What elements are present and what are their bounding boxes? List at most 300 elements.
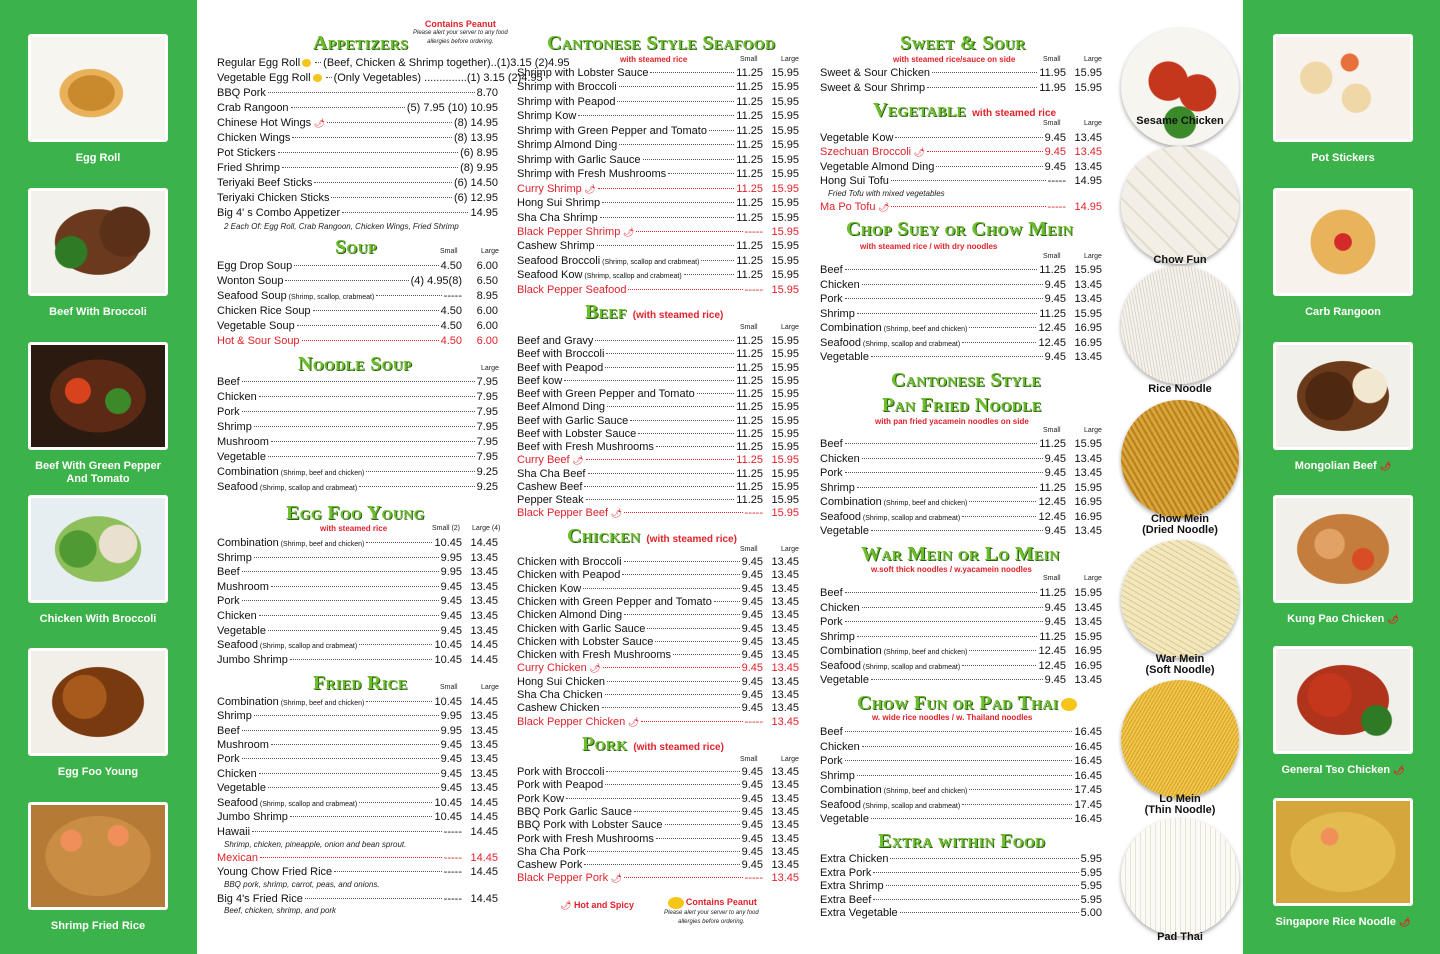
menu-item-row (517, 400, 799, 414)
leader-dots (962, 804, 1072, 805)
leader-dots (862, 284, 1043, 285)
price-small: 12.45 (1038, 645, 1066, 657)
price-large: 6.00 (476, 335, 498, 347)
small-header: Small (1043, 427, 1061, 434)
price-small: 9.95 (440, 551, 462, 564)
menu-item-row (217, 738, 498, 752)
leader-dots (630, 420, 734, 421)
menu-item-name: Sweet & Sour Shrimp (820, 81, 926, 94)
price: 9.25 (476, 481, 498, 493)
price-small: 9.45 (1044, 146, 1066, 158)
leader-dots (334, 871, 442, 872)
tofu-note: Fried Tofu with mixed vegetables (828, 189, 945, 198)
menu-item-row (820, 292, 1102, 306)
leader-dots (600, 217, 735, 218)
menu-item-name: Jumbo Shrimp (217, 811, 288, 823)
menu-item-row (820, 452, 1102, 466)
leader-dots (603, 667, 740, 668)
pork-title (582, 733, 724, 756)
leader-dots (359, 644, 432, 645)
large-header: Large (1084, 120, 1102, 127)
price-large: 15.95 (771, 348, 799, 361)
menu-item-row (217, 565, 498, 579)
menu-item-name: Seafood (Shrimp, scallop and crabmeat) (217, 481, 358, 493)
leader-dots (584, 864, 739, 865)
photo-card-singapore-noodle (1273, 798, 1413, 929)
menu-item-name: Extra Beef (820, 893, 872, 906)
menu-item-row (217, 752, 498, 766)
photo-caption (1287, 613, 1399, 626)
menu-item-row (820, 644, 1102, 658)
price-small: 9.45 (741, 662, 763, 675)
menu-item-row (820, 160, 1102, 174)
leader-dots (656, 446, 734, 447)
menu-item-row (217, 146, 498, 160)
mongolian-beef-photo (1273, 342, 1413, 450)
menu-item-name: Beef Almond Ding (517, 401, 606, 414)
peanut-icon (302, 59, 311, 67)
price-small: ----- (443, 893, 462, 905)
leader-dots (595, 340, 734, 341)
menu-item-name: Extra Chicken (820, 853, 889, 865)
price-large: 13.45 (771, 635, 799, 648)
leader-dots (845, 592, 1038, 593)
menu-item-name: Teriyaki Beef Sticks (217, 177, 313, 189)
leader-dots (607, 406, 734, 407)
menu-item-name: Extra Pork (820, 866, 872, 879)
menu-item-name: Chicken with Broccoli (517, 556, 622, 568)
price-small: 11.25 (1039, 264, 1066, 276)
menu-item-detail: (Shrimp, scallop and crabmeat) (257, 801, 358, 808)
price: 9.25 (476, 466, 498, 478)
price-large: 15.95 (1074, 307, 1102, 320)
menu-item-name: Szechuan Broccoli 🌶 (820, 146, 926, 158)
circle-caption: Chow Mein (Dried Noodle) (1142, 513, 1218, 536)
section-subtitle: (with steamed rice) (646, 534, 737, 545)
price-small: 11.25 (736, 467, 763, 480)
large-header: Large (481, 365, 499, 372)
pan-fried-title-1 (891, 369, 1041, 392)
leader-dots (714, 601, 740, 602)
leader-dots (271, 744, 439, 745)
price-small: 11.25 (736, 168, 763, 181)
menu-item-name: Shrimp (820, 481, 855, 494)
menu-item-row (217, 709, 498, 723)
leader-dots (342, 212, 468, 213)
price-small: ----- (443, 852, 462, 864)
leader-dots (291, 107, 405, 108)
menu-item-row (820, 879, 1102, 893)
menu-item-name: BBQ Pork (217, 87, 266, 99)
menu-item-name: Black Pepper Seafood (517, 283, 627, 296)
price-small: 11.25 (736, 441, 763, 453)
menu-item-row (820, 495, 1102, 509)
price: (8) 13.95 (453, 132, 498, 144)
price-small: 11.25 (736, 254, 763, 267)
price-small: 9.45 (741, 779, 763, 792)
menu-item-row (517, 361, 799, 375)
menu-item-name: Young Chow Fried Rice (217, 866, 333, 878)
menu-item-name: Hong Sui Tofu (820, 175, 889, 187)
price-large: 16.95 (1074, 645, 1102, 657)
menu-item-name: Cashew Pork (517, 859, 583, 872)
leader-dots (619, 86, 735, 87)
war-mein-title (861, 543, 1060, 566)
leader-dots (709, 130, 734, 131)
photo-card-shrimp-fried-rice (28, 802, 168, 933)
large-header: Large (481, 684, 499, 691)
price-large: 14.45 (470, 811, 498, 823)
menu-item-name: Shrimp (217, 421, 252, 433)
menu-item-row (820, 174, 1102, 188)
leader-dots (969, 650, 1036, 651)
price-small: 10.45 (434, 639, 462, 652)
menu-item-row (217, 101, 498, 115)
price-small: 11.25 (1039, 438, 1066, 450)
price-large: 14.45 (470, 893, 498, 905)
menu-item-row (217, 480, 498, 494)
menu-item-row (820, 66, 1102, 80)
photo-card-chicken-broccoli (28, 495, 168, 626)
price-large: 15.95 (771, 110, 799, 123)
price-small: 11.25 (736, 81, 763, 94)
leader-dots (656, 838, 740, 839)
leader-dots (684, 274, 735, 275)
menu-item-name: Vegetable (217, 624, 266, 637)
price: 5.95 (1080, 853, 1102, 865)
price-small: 11.95 (1039, 67, 1066, 79)
menu-item-row (820, 307, 1102, 321)
photo-caption: Pot Stickers (1311, 152, 1375, 164)
chop-suey-subtitle: with steamed rice / with dry noodles (860, 242, 998, 251)
price-small: 4.50 (440, 305, 462, 317)
menu-item-row (217, 435, 498, 449)
chow-fun-title (857, 692, 1079, 715)
leader-dots (588, 473, 735, 474)
price-large: 15.95 (771, 240, 799, 253)
leader-dots (845, 731, 1073, 732)
price-large: 13.45 (1074, 616, 1102, 628)
menu-item-row (517, 715, 799, 729)
menu-item-row (217, 796, 498, 810)
menu-item-name: Seafood (Shrimp, scallop and crabmeat) (820, 336, 961, 349)
menu-item-row (820, 336, 1102, 350)
leader-dots (359, 486, 474, 487)
price-large: 15.95 (771, 414, 799, 427)
price-large: 16.95 (1074, 496, 1102, 508)
price-large: 13.45 (1074, 674, 1102, 686)
price-small: 9.45 (1044, 525, 1066, 537)
leader-dots (254, 715, 439, 716)
menu-item-name: Pork Kow (517, 792, 565, 805)
price-large: 13.45 (470, 768, 498, 780)
menu-item-name: Beef with Fresh Mushrooms (517, 441, 654, 453)
price-small: ----- (744, 507, 763, 520)
price: 7.95 (476, 451, 498, 463)
chili-icon: 🌶 (586, 663, 601, 674)
price-small: 9.45 (741, 569, 763, 582)
leader-dots (242, 730, 439, 731)
menu-item-name: Shrimp with Green Pepper and Tomato (517, 124, 707, 137)
price-small: ----- (744, 225, 763, 238)
price-large: 13.45 (771, 715, 799, 728)
small-header: Small (740, 756, 758, 763)
chicken-broccoli-photo (28, 495, 168, 603)
leader-dots (242, 411, 475, 412)
price-large: 14.45 (470, 537, 498, 549)
chili-icon: 🌶 (625, 716, 640, 727)
menu-item-row (517, 792, 799, 806)
section-subtitle: (with steamed rice) (633, 742, 724, 753)
menu-item-row (517, 334, 799, 348)
menu-item-row (517, 211, 799, 225)
price-large: 13.45 (771, 609, 799, 622)
price-small: 10.45 (434, 797, 462, 809)
price-small: 9.45 (741, 689, 763, 701)
menu-item-row (517, 347, 799, 361)
leader-dots (857, 487, 1037, 488)
big4-note: Beef, chicken, shrimp, and pork (224, 906, 337, 915)
section-title-text: Sweet & Sour (900, 32, 1026, 54)
price-large: 15.95 (771, 361, 799, 374)
menu-item-name: Vegetable Soup (217, 320, 295, 332)
leader-dots (602, 202, 734, 203)
sweet-sour-title (900, 32, 1026, 55)
photo-card-egg-roll (28, 34, 168, 165)
price-large: 15.95 (771, 95, 799, 108)
small-header: Small (1043, 253, 1061, 260)
photo-caption: Chicken With Broccoli (39, 613, 157, 625)
section-title-text: Chicken (567, 525, 641, 547)
price-small: 12.45 (1038, 322, 1066, 334)
price-large: 14.45 (470, 653, 498, 666)
leader-dots (969, 501, 1036, 502)
menu-item-name: Combination (Shrimp, beef and chicken) (217, 537, 365, 549)
leader-dots (326, 77, 332, 78)
large-header: Large (1084, 56, 1102, 63)
menu-item-row (517, 182, 799, 196)
menu-item-row (517, 506, 799, 520)
menu-item-name: Vegetable (820, 525, 869, 537)
price-large: 13.45 (771, 819, 799, 832)
menu-item-row (517, 225, 799, 239)
menu-item-row (820, 278, 1102, 292)
price-small: 11.95 (1039, 81, 1066, 94)
menu-item-row (217, 653, 498, 667)
menu-item-detail: (Shrimp, beef and chicken) (881, 649, 968, 656)
leader-dots (862, 458, 1043, 459)
menu-item-name: Combination (Shrimp, beef and chicken) (820, 322, 968, 334)
leader-dots (624, 614, 739, 615)
menu-item-name: Cashew Chicken (517, 702, 600, 715)
price-large: 15.95 (771, 480, 799, 493)
price-small: ----- (744, 715, 763, 728)
price-large: 13.45 (771, 622, 799, 635)
egg-foo-young-photo (28, 648, 168, 756)
price-large: 16.95 (1074, 336, 1102, 349)
war-mein-subtitle: w.soft thick noodles / w.yacamein noodles (871, 565, 1032, 574)
price-small: 9.45 (741, 832, 763, 845)
chili-icon: 🌶 (608, 508, 623, 519)
menu-item-name: Teriyaki Chicken Sticks (217, 192, 330, 204)
photo-card-egg-foo-young (28, 648, 168, 779)
menu-item-name: Big 4' s Combo Appetizer (217, 207, 341, 219)
price-large: 13.45 (1074, 525, 1102, 537)
price-small: ----- (443, 866, 462, 878)
menu-item-name: Chicken Rice Soup (217, 305, 311, 317)
menu-item-name: Hong Sui Chicken (517, 675, 606, 688)
menu-item-row (820, 510, 1102, 524)
price-large: 16.95 (1074, 659, 1102, 672)
leader-dots (900, 912, 1079, 913)
price-large: 15.95 (1074, 438, 1102, 450)
menu-item-detail: (Shrimp, scallop and crabmeat) (860, 514, 961, 522)
leader-dots (583, 588, 739, 589)
leader-dots (254, 426, 475, 427)
leader-dots (636, 231, 742, 232)
price-small: 9.45 (1044, 601, 1066, 614)
peanut-notice-title: Contains Peanut (424, 19, 496, 29)
leader-dots (845, 443, 1038, 444)
section-subtitle: (with steamed rice) (632, 310, 724, 321)
leader-dots (285, 280, 408, 281)
beef-pepper-photo (28, 342, 168, 450)
menu-item-name: Vegetable (820, 813, 869, 825)
price-small: 11.25 (1039, 481, 1066, 494)
price-large: 15.95 (771, 427, 799, 440)
price-small: 9.45 (741, 556, 763, 568)
menu-item-name: Egg Drop Soup (217, 260, 293, 272)
menu-item-row (217, 131, 498, 145)
menu-item-row (820, 481, 1102, 495)
price-small: 11.25 (736, 197, 763, 210)
menu-item-name: Combination (Shrimp, beef and chicken) (820, 645, 968, 657)
large-header: Large (781, 546, 799, 553)
price-large: 13.45 (1074, 278, 1102, 291)
menu-item-row (517, 568, 799, 582)
photo-caption (1281, 764, 1404, 777)
menu-item-name: Seafood (Shrimp, scallop and crabmeat) (820, 798, 961, 811)
leader-dots (327, 122, 452, 123)
leader-dots (962, 516, 1036, 517)
price-small: 11.25 (1039, 307, 1066, 320)
leader-dots (359, 802, 432, 803)
leader-dots (969, 327, 1036, 328)
menu-item-row (820, 630, 1102, 644)
menu-item-row (820, 769, 1102, 783)
price: 7.95 (476, 391, 498, 403)
price-small: 9.45 (1044, 452, 1066, 465)
menu-item-row (517, 701, 799, 715)
large-header: Large (1084, 427, 1102, 434)
menu-item-name: Vegetable (820, 674, 869, 686)
price-small: 9.45 (741, 819, 763, 832)
menu-item-row (217, 71, 543, 85)
chow-fun-subtitle: w. wide rice noodles / w. Thailand noodles (872, 713, 1033, 722)
price: 5.95 (1080, 866, 1102, 879)
fried-rice-title (313, 672, 408, 695)
leader-dots (862, 746, 1073, 747)
price-large: 15.95 (1074, 264, 1102, 276)
menu-item-detail: (Shrimp, beef and chicken) (278, 470, 365, 477)
menu-item-row (217, 259, 498, 273)
leader-dots (891, 206, 1045, 207)
photo-caption: Egg Foo Young (57, 766, 139, 778)
menu-item-row (217, 594, 498, 608)
leader-dots (366, 542, 432, 543)
menu-item-row (217, 334, 498, 348)
menu-item-name: BBQ Pork with Lobster Sauce (517, 819, 663, 832)
price-small: 9.45 (741, 805, 763, 818)
peanut-icon (1061, 698, 1077, 711)
crab-rangoon-photo (1273, 188, 1413, 296)
menu-item-row (217, 624, 498, 638)
price-large: 15.95 (771, 225, 799, 238)
leader-dots (607, 681, 740, 682)
leader-dots (294, 265, 438, 266)
price-small: 9.45 (440, 580, 462, 593)
leader-dots (586, 499, 735, 500)
leader-dots (845, 621, 1043, 622)
menu-item-row (217, 825, 498, 839)
section-title-text: Beef (585, 301, 627, 323)
price-large: 13.45 (771, 702, 799, 715)
menu-item-row (217, 695, 498, 709)
price: (Beef, Chicken & Shrimp together)..(1)3.15 (2)4.95 (323, 57, 570, 69)
leader-dots (871, 679, 1043, 680)
menu-item-row (820, 145, 1102, 159)
leader-dots (578, 115, 734, 116)
menu-item-name: Cashew Shrimp (517, 240, 595, 253)
price-large: 15.95 (771, 401, 799, 414)
caption-text: Kung Pao Chicken (1287, 613, 1385, 625)
menu-item-row (517, 387, 799, 401)
price-large: 14.45 (470, 797, 498, 809)
menu-item-name: Chicken (820, 452, 860, 465)
menu-item-detail: (Shrimp, scallop and crabmeat) (257, 485, 358, 492)
price-small: 9.45 (741, 622, 763, 635)
price-large: 15.95 (771, 153, 799, 166)
price: 7.95 (476, 421, 498, 433)
photo-card-general-tso (1273, 646, 1413, 777)
leader-dots (597, 245, 735, 246)
menu-item-detail: (Shrimp, beef and chicken) (881, 326, 968, 333)
menu-item-name: Chicken (217, 768, 257, 780)
menu-item-row (217, 536, 498, 550)
hot-spicy-legend (560, 900, 634, 911)
menu-item-name: Shrimp with Fresh Mushrooms (517, 168, 667, 181)
menu-item-name: Chicken Kow (517, 582, 582, 595)
menu-item-name: Beef with Garlic Sauce (517, 414, 629, 427)
beef-title (585, 301, 723, 324)
menu-item-name: Chinese Hot Wings 🌶 (217, 117, 326, 129)
menu-item-name: Pork (820, 616, 843, 628)
price-small: 9.45 (741, 635, 763, 648)
menu-item-name: Sha Cha Chicken (517, 689, 603, 701)
menu-item-name: Hawaii (217, 826, 251, 838)
leader-dots (242, 600, 439, 601)
menu-item-row (517, 845, 799, 859)
chili-icon: 🌶 (911, 147, 926, 157)
menu-item-name: Chicken Almond Ding (517, 609, 623, 622)
price-large: 15.95 (771, 454, 799, 467)
leader-dots (606, 353, 734, 354)
photo-caption: Beef With Green Pepper And Tomato (35, 460, 161, 485)
menu-item-name: Sha Cha Shrimp (517, 211, 598, 224)
chow-mein-circle (1121, 400, 1239, 518)
chili-icon: 🌶 (560, 900, 574, 910)
menu-item-row (217, 176, 498, 190)
